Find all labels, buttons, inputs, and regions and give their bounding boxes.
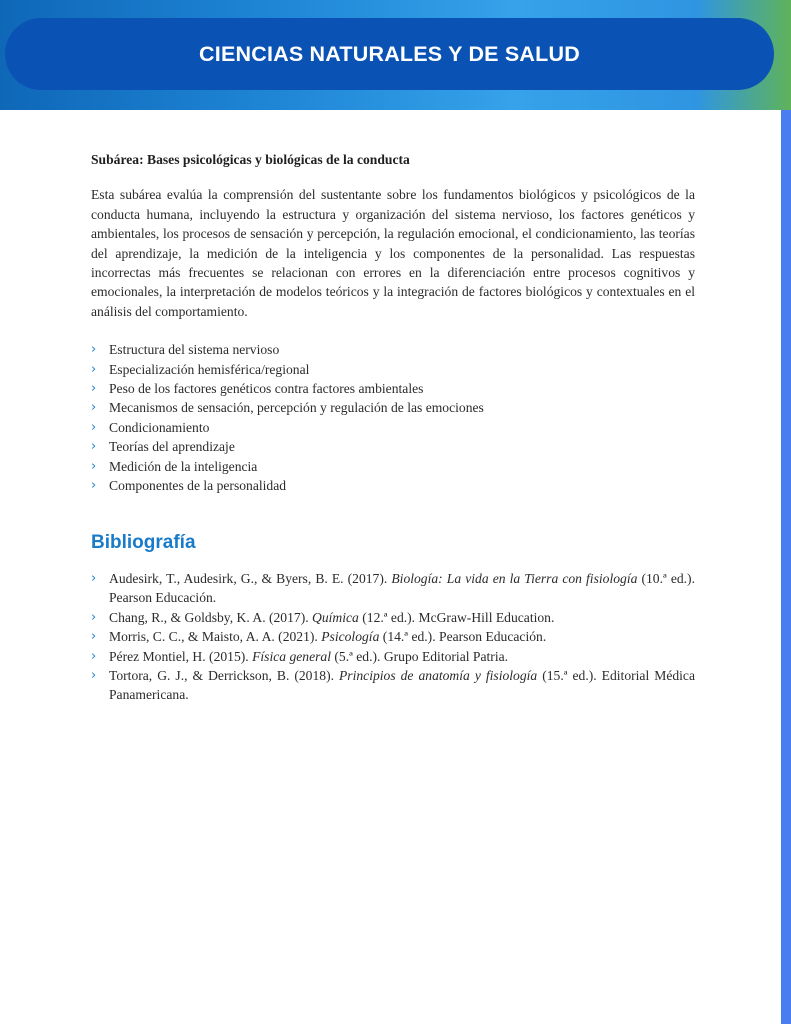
- section-title: CIENCIAS NATURALES Y DE SALUD: [199, 41, 580, 66]
- chevron-right-icon: ›: [91, 667, 97, 683]
- chevron-right-icon: ›: [91, 400, 97, 416]
- right-edge-stripe: [781, 110, 791, 1024]
- chevron-right-icon: ›: [91, 381, 97, 397]
- chevron-right-icon: ›: [91, 609, 97, 625]
- chevron-right-icon: ›: [91, 439, 97, 455]
- list-item: › Componentes de la personalidad: [91, 476, 695, 495]
- list-item: › Medición de la inteligencia: [91, 457, 695, 476]
- reference-item: › Audesirk, T., Audesirk, G., & Byers, B. E. (2017). Biología: La vida en la Tierra con fisiología (10.ª ed.). Pearson Educación.: [91, 570, 695, 606]
- chevron-right-icon: ›: [91, 648, 97, 664]
- reference-item: › Morris, C. C., & Maisto, A. A. (2021). Psicología (14.ª ed.). Pearson Educación.: [91, 627, 695, 646]
- list-item: › Especialización hemisférica/regional: [91, 360, 695, 379]
- list-item: › Estructura del sistema nervioso: [91, 340, 695, 359]
- reference-item: › Tortora, G. J., & Derrickson, B. (2018). Principios de anatomía y fisiología (15.ª ed.). Editorial Médica Panamericana.: [91, 667, 695, 703]
- topic-list: [91, 340, 695, 495]
- list-item: › Peso de los factores genéticos contra factores ambientales: [91, 379, 695, 398]
- subarea-heading: Subárea: Bases psicológicas y biológicas de la conducta: [91, 152, 410, 167]
- header-banner: [5, 18, 774, 90]
- chevron-right-icon: ›: [91, 361, 97, 377]
- header-band: [0, 0, 791, 110]
- list-item: › Teorías del aprendizaje: [91, 437, 695, 456]
- list-item: › Condicionamiento: [91, 418, 695, 437]
- bibliography-heading: Bibliografía: [91, 531, 196, 553]
- reference-item: › Chang, R., & Goldsby, K. A. (2017). Química (12.ª ed.). McGraw-Hill Education.: [91, 608, 695, 627]
- subarea-description: Esta subárea evalúa la comprensión del sustentante sobre los fundamentos biológicos y psicológicos de la conducta humana, incluyendo la estructura y organización del sistema nervioso, los factores genéticos y ambientales, los procesos de sensación y percepción, la regulación emocional, el condicionamiento, las teorías del aprendizaje, la medición de la inteligencia y los componentes de la personalidad. Las respuestas incorrectas más frecuentes se relacionan con errores en la diferenciación entre procesos cognitivos y emocionales, la interpretación de modelos teóricos y la integración de factores biológicos y contextuales en el análisis del comportamiento.: [91, 187, 695, 319]
- bibliography-list: [91, 569, 695, 705]
- page-content: [91, 150, 695, 705]
- chevron-right-icon: ›: [91, 342, 97, 358]
- reference-item: › Pérez Montiel, H. (2015). Física general (5.ª ed.). Grupo Editorial Patria.: [91, 647, 695, 666]
- chevron-right-icon: ›: [91, 419, 97, 435]
- chevron-right-icon: ›: [91, 570, 97, 586]
- chevron-right-icon: ›: [91, 458, 97, 474]
- chevron-right-icon: ›: [91, 478, 97, 494]
- list-item: › Mecanismos de sensación, percepción y regulación de las emociones: [91, 398, 695, 417]
- chevron-right-icon: ›: [91, 629, 97, 645]
